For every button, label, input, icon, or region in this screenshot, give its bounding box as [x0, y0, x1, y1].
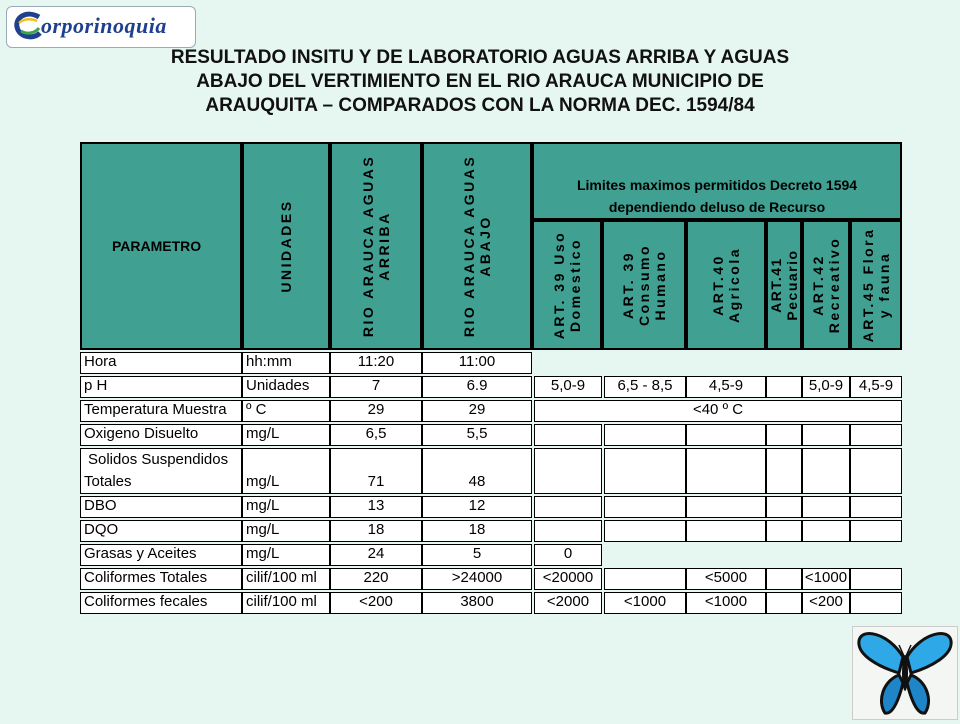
row-coliformes-totales-param: Coliformes Totales	[80, 568, 242, 590]
header-unidades-label: UNIDADES	[278, 199, 294, 293]
row-dqo-art40	[686, 520, 766, 542]
header-aguas-arriba-label: RIO ARAUCA AGUAS ARRIBA	[360, 154, 392, 338]
row-ph-art39c: 6,5 - 8,5	[604, 376, 686, 398]
header-art40-agricola-label: ART.40 Agricola	[710, 246, 742, 324]
row-solidos-unit: mg/L	[242, 448, 330, 494]
header-aguas-abajo	[422, 142, 532, 350]
row-dbo-art45	[850, 496, 902, 518]
row-coliformes-fecales-arriba: <200	[330, 592, 422, 614]
row-dqo-art41	[766, 520, 802, 542]
row-solidos-art39	[534, 448, 602, 494]
row-dbo-art42	[802, 496, 850, 518]
row-coliformes-fecales-abajo: 3800	[422, 592, 532, 614]
row-ph-param: p H	[80, 376, 242, 398]
row-dqo-param: DQO	[80, 520, 242, 542]
row-solidos-art45	[850, 448, 902, 494]
row-oxigeno-art42	[802, 424, 850, 446]
row-coliformes-fecales-art39: <2000	[534, 592, 602, 614]
row-coliformes-fecales-art41	[766, 592, 802, 614]
row-coliformes-fecales-art40: <1000	[686, 592, 766, 614]
header-art40-agricola	[686, 220, 766, 350]
header-art39-consumo	[602, 220, 686, 350]
row-grasas-art39: 0	[534, 544, 602, 566]
row-dqo-unit: mg/L	[242, 520, 330, 542]
title-line-1: RESULTADO INSITU Y DE LABORATORIO AGUAS ARRIBA Y AGUAS	[170, 47, 790, 68]
row-grasas-abajo: 5	[422, 544, 532, 566]
header-limites-label: Limites maximos permitidos Decreto 1594 dependiendo deluso de Recurso	[576, 177, 858, 215]
header-art42-recreativo-label: ART.42 Recreativo	[810, 236, 842, 334]
row-temp-unit: º C	[242, 400, 330, 422]
header-unidades	[242, 142, 330, 350]
row-dqo-art39	[534, 520, 602, 542]
butterfly-image	[852, 626, 958, 720]
corporinoquia-logo	[6, 6, 196, 48]
row-grasas-param: Grasas y Aceites	[80, 544, 242, 566]
header-parametro	[80, 142, 242, 350]
row-oxigeno-art41	[766, 424, 802, 446]
row-ph-unit: Unidades	[242, 376, 330, 398]
row-hora-abajo: 11:00	[422, 352, 532, 374]
row-dbo-unit: mg/L	[242, 496, 330, 518]
row-solidos-art39c	[604, 448, 686, 494]
row-coliformes-fecales-art42: <200	[802, 592, 850, 614]
row-hora-param: Hora	[80, 352, 242, 374]
row-ph-abajo: 6.9	[422, 376, 532, 398]
row-coliformes-totales-unit: cilif/100 ml	[242, 568, 330, 590]
row-oxigeno-art40	[686, 424, 766, 446]
row-oxigeno-art39c	[604, 424, 686, 446]
row-ph-art42: 5,0-9	[802, 376, 850, 398]
row-temp-abajo: 29	[422, 400, 532, 422]
logo-swoosh-icon	[13, 11, 43, 41]
row-coliformes-totales-art42: <1000	[802, 568, 850, 590]
header-art39-domestico-label: ART. 39 Uso Domestico	[551, 230, 583, 340]
header-limites	[532, 142, 902, 220]
row-ph-art45: 4,5-9	[850, 376, 902, 398]
header-parametro-label: PARAMETRO	[112, 238, 202, 254]
title-line-3: ARAUQUITA – COMPARADOS CON LA NORMA DEC. 1594/84	[205, 95, 755, 116]
butterfly-icon	[853, 627, 957, 719]
row-temp-param: Temperatura Muestra	[80, 400, 242, 422]
header-aguas-arriba	[330, 142, 422, 350]
row-oxigeno-art45	[850, 424, 902, 446]
row-solidos-param: Solidos Suspendidos Totales	[80, 448, 242, 494]
row-dqo-art39c	[604, 520, 686, 542]
row-temp-arriba: 29	[330, 400, 422, 422]
row-coliformes-totales-art40: <5000	[686, 568, 766, 590]
row-solidos-art40	[686, 448, 766, 494]
header-art42-recreativo	[802, 220, 850, 350]
row-dqo-arriba: 18	[330, 520, 422, 542]
row-coliformes-totales-abajo: >24000	[422, 568, 532, 590]
row-dbo-art39c	[604, 496, 686, 518]
logo-text: orporinoquia	[41, 13, 167, 38]
page-title	[60, 46, 900, 118]
header-art39-domestico	[532, 220, 602, 350]
row-dbo-art39	[534, 496, 602, 518]
row-solidos-art42	[802, 448, 850, 494]
row-dbo-param: DBO	[80, 496, 242, 518]
row-coliformes-fecales-param: Coliformes fecales	[80, 592, 242, 614]
row-solidos-abajo: 48	[422, 448, 532, 494]
header-art41-pecuario-label: ART.41 Pecuario	[768, 249, 800, 321]
header-aguas-abajo-label: RIO ARAUCA AGUAS ABAJO	[461, 154, 493, 338]
row-hora-arriba: 11:20	[330, 352, 422, 374]
row-coliformes-totales-art41	[766, 568, 802, 590]
row-solidos-arriba: 71	[330, 448, 422, 494]
row-grasas-unit: mg/L	[242, 544, 330, 566]
row-dbo-arriba: 13	[330, 496, 422, 518]
row-ph-arriba: 7	[330, 376, 422, 398]
row-ph-art39: 5,0-9	[534, 376, 602, 398]
row-coliformes-totales-art45	[850, 568, 902, 590]
row-coliformes-fecales-art39c: <1000	[604, 592, 686, 614]
row-temp-limit: <40 º C	[534, 400, 902, 422]
row-oxigeno-art39	[534, 424, 602, 446]
row-dbo-abajo: 12	[422, 496, 532, 518]
row-grasas-arriba: 24	[330, 544, 422, 566]
row-coliformes-fecales-unit: cilif/100 ml	[242, 592, 330, 614]
row-coliformes-fecales-art45	[850, 592, 902, 614]
row-oxigeno-abajo: 5,5	[422, 424, 532, 446]
row-ph-art41	[766, 376, 802, 398]
row-dqo-art45	[850, 520, 902, 542]
row-oxigeno-unit: mg/L	[242, 424, 330, 446]
header-art39-consumo-label: ART. 39 Consumo Humano	[620, 243, 668, 327]
row-ph-art40: 4,5-9	[686, 376, 766, 398]
row-dqo-art42	[802, 520, 850, 542]
row-dbo-art41	[766, 496, 802, 518]
header-art45-flora	[850, 220, 902, 350]
row-oxigeno-param: Oxigeno Disuelto	[80, 424, 242, 446]
title-line-2: ABAJO DEL VERTIMIENTO EN EL RIO ARAUCA MUNICIPIO DE	[196, 71, 764, 92]
row-coliformes-totales-art39c	[604, 568, 686, 590]
row-coliformes-totales-art39: <20000	[534, 568, 602, 590]
header-art41-pecuario	[766, 220, 802, 350]
row-dbo-art40	[686, 496, 766, 518]
row-dqo-abajo: 18	[422, 520, 532, 542]
header-art45-flora-label: ART.45 Flora y fauna	[860, 227, 892, 343]
row-solidos-art41	[766, 448, 802, 494]
row-coliformes-totales-arriba: 220	[330, 568, 422, 590]
row-hora-unit: hh:mm	[242, 352, 330, 374]
row-oxigeno-arriba: 6,5	[330, 424, 422, 446]
